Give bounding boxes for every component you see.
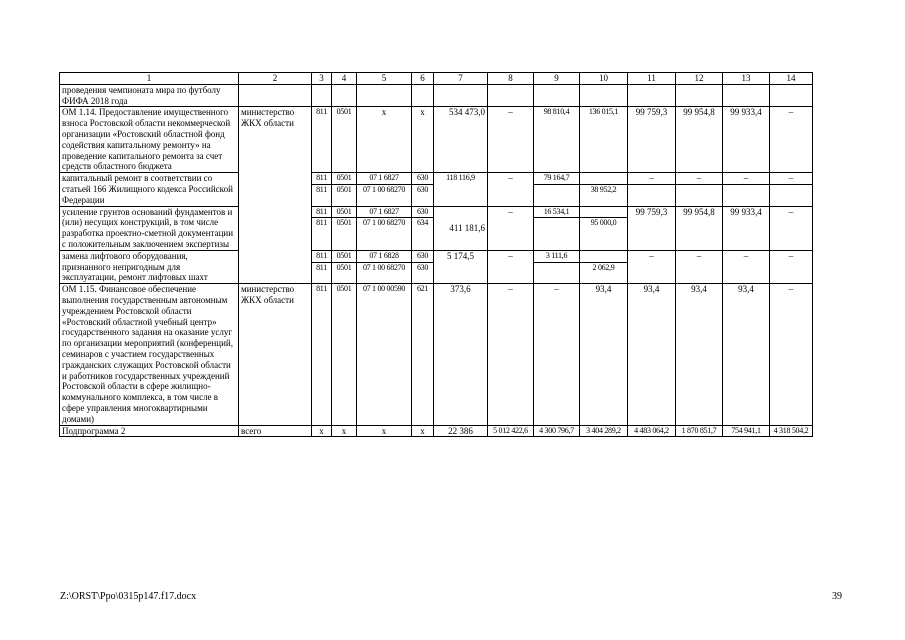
cell-rzpr: 0501 xyxy=(332,218,357,250)
cell-y2016: 95 000,0 xyxy=(580,218,628,250)
col-header: 4 xyxy=(332,73,357,85)
empty-cell xyxy=(434,84,488,107)
cell-grbs: 811 xyxy=(312,284,332,425)
cell-rzpr: 0501 xyxy=(332,250,357,262)
empty-cell xyxy=(332,84,357,107)
cell-vr: 621 xyxy=(412,284,434,425)
cell-y2018: – xyxy=(676,173,723,185)
budget-table xyxy=(59,72,813,437)
empty-cell xyxy=(534,262,580,284)
cell-grbs: 811 xyxy=(312,262,332,284)
cell-grbs: х xyxy=(312,425,332,437)
cell-y2015: 4 300 796,7 xyxy=(534,425,580,437)
cell-y2017: – xyxy=(628,250,676,283)
cell-y2018: – xyxy=(676,250,723,283)
cell-y2020: 4 318 504,2 xyxy=(770,425,813,437)
cell-vr: х xyxy=(412,425,434,437)
empty-cell xyxy=(580,206,628,218)
cell-y2014: 5 012 422,6 xyxy=(488,425,534,437)
cell-vr: 630 xyxy=(412,184,434,206)
col-header: 5 xyxy=(357,73,412,85)
col-header: 2 xyxy=(239,73,312,85)
col-header: 10 xyxy=(580,73,628,85)
cell-vr: 630 xyxy=(412,250,434,262)
empty-cell xyxy=(676,84,723,107)
col-header: 11 xyxy=(628,73,676,85)
cell-y2014: – xyxy=(488,284,534,425)
cell-y2014: – xyxy=(488,173,534,206)
cell-vr: 630 xyxy=(412,173,434,185)
event-name-cell: ОМ 1.15. Финансовое обеспечение выполнения государственным автономным учреждением Ростовской области «Ростовский областной учебный центр» государственного задания на оказание услуг по организации мероприятий (конференций, семинаров с участием государственных гражданских служащих Ростовской области и работников государственных учреждений Ростовской области в сфере жилищно-коммунального комплекса, в том числе в сфере управления многоквартирными домами) xyxy=(60,284,239,425)
col-header: 14 xyxy=(770,73,813,85)
cell-grbs: 811 xyxy=(312,173,332,185)
cell-rzpr: 0501 xyxy=(332,284,357,425)
cell-csr: 07 1 6827 xyxy=(357,173,412,185)
cell-total: 534 473,0 xyxy=(434,107,488,173)
cell-y2016: 38 952,2 xyxy=(580,184,628,206)
cell-grbs: 811 xyxy=(312,206,332,218)
cell-rzpr: 0501 xyxy=(332,184,357,206)
cell-csr: 07 1 6827 xyxy=(357,206,412,218)
cell-grbs: 811 xyxy=(312,250,332,262)
cell-grbs: 811 xyxy=(312,218,332,250)
cell-y2017: 99 759,3 xyxy=(628,206,676,250)
empty-cell xyxy=(312,84,332,107)
cell-y2014: – xyxy=(488,250,534,283)
cell-y2019: – xyxy=(723,250,770,283)
cell-csr: 07 1 6828 xyxy=(357,250,412,262)
table-row xyxy=(60,206,813,218)
cell-y2016: 136 015,1 xyxy=(580,107,628,173)
cell-vr: 630 xyxy=(412,206,434,218)
cell-y2014: – xyxy=(488,206,534,250)
cell-y2020: – xyxy=(770,250,813,283)
cell-y2015: – xyxy=(534,284,580,425)
col-header: 9 xyxy=(534,73,580,85)
executor-cell: всего xyxy=(239,425,312,437)
empty-cell xyxy=(770,84,813,107)
cell-y2019: 99 933,4 xyxy=(723,206,770,250)
cell-y2017: 4 483 064,2 xyxy=(628,425,676,437)
cell-y2017: 93,4 xyxy=(628,284,676,425)
empty-cell xyxy=(580,84,628,107)
cell-grbs: 811 xyxy=(312,184,332,206)
table-row xyxy=(60,173,813,185)
cell-csr: 07 1 00 68270 xyxy=(357,218,412,250)
cell-y2016: 3 404 289,2 xyxy=(580,425,628,437)
empty-cell xyxy=(239,84,312,107)
cell-y2020: – xyxy=(770,206,813,250)
cell-vr: 634 xyxy=(412,218,434,250)
empty-cell xyxy=(412,84,434,107)
cell-y2018: 93,4 xyxy=(676,284,723,425)
executor-cell: министерство ЖКХ области xyxy=(239,284,312,425)
cell-y2017: 99 759,3 xyxy=(628,107,676,173)
cell-y2019: 93,4 xyxy=(723,284,770,425)
cell-csr: х xyxy=(357,107,412,173)
cell-rzpr: 0501 xyxy=(332,173,357,185)
cell-y2020: – xyxy=(770,173,813,185)
event-name-cell: ОМ 1.14. Предоставление имущественного взноса Ростовской области некоммерческой организации «Ростовский областной фонд содействия капитальному ремонту» на проведение капитального ремонта за счет средств областного бюджета xyxy=(60,107,239,173)
empty-cell xyxy=(770,184,813,206)
page-number: 39 xyxy=(832,591,842,602)
table-row xyxy=(60,107,813,173)
table-row xyxy=(60,250,813,262)
col-header: 3 xyxy=(312,73,332,85)
column-number-row xyxy=(60,73,813,85)
empty-cell xyxy=(534,184,580,206)
empty-cell xyxy=(580,173,628,185)
cell-csr: 07 1 00 68270 xyxy=(357,184,412,206)
col-header: 8 xyxy=(488,73,534,85)
cell-total: 22 386 xyxy=(434,425,488,437)
empty-cell xyxy=(628,84,676,107)
cell-csr: 07 1 00 68270 xyxy=(357,262,412,284)
col-header: 12 xyxy=(676,73,723,85)
empty-cell xyxy=(534,218,580,250)
executor-cell: министерство ЖКХ области xyxy=(239,107,312,284)
cell-y2018: 99 954,8 xyxy=(676,107,723,173)
empty-cell xyxy=(628,184,676,206)
cell-y2015: 3 111,6 xyxy=(534,250,580,262)
event-name-cell: капитальный ремонт в соответствии со статьей 166 Жилищного кодекса Российской Федерации xyxy=(60,173,239,206)
event-name-cell: Подпрограмма 2 xyxy=(60,425,239,437)
cell-y2018: 1 870 851,7 xyxy=(676,425,723,437)
cell-vr: х xyxy=(412,107,434,173)
cell-y2016: 93,4 xyxy=(580,284,628,425)
table-row xyxy=(60,84,813,107)
cell-rzpr: 0501 xyxy=(332,262,357,284)
cell-rzpr: 0501 xyxy=(332,206,357,218)
cell-y2015: 16 534,1 xyxy=(534,206,580,218)
empty-cell xyxy=(723,84,770,107)
cell-csr: х xyxy=(357,425,412,437)
table-row xyxy=(60,284,813,425)
footer-file-path: Z:\ORST\Ppo\0315p147.f17.docx xyxy=(60,591,197,602)
cell-total: 5 174,5 xyxy=(434,250,488,283)
cell-grbs: 811 xyxy=(312,107,332,173)
col-header: 1 xyxy=(60,73,239,85)
empty-cell xyxy=(580,250,628,262)
event-name-cell: усиление грунтов оснований фундаментов и (или) несущих конструкций, в том числе разработка проектно-сметной документации с положительным заключением экспертизы xyxy=(60,206,239,250)
cell-y2015: 98 810,4 xyxy=(534,107,580,173)
empty-cell xyxy=(357,84,412,107)
col-header: 13 xyxy=(723,73,770,85)
empty-cell xyxy=(534,84,580,107)
empty-cell xyxy=(723,184,770,206)
cell-rzpr: х xyxy=(332,425,357,437)
cell-y2018: 99 954,8 xyxy=(676,206,723,250)
cell-total: 118 116,9 xyxy=(434,173,488,206)
empty-cell xyxy=(676,184,723,206)
table-row xyxy=(60,425,813,437)
cell-y2019: – xyxy=(723,173,770,185)
cell-y2020: – xyxy=(770,284,813,425)
cell-y2015: 79 164,7 xyxy=(534,173,580,185)
cell-total: 373,6 xyxy=(434,284,488,425)
empty-cell xyxy=(488,84,534,107)
cell-y2016: 2 062,9 xyxy=(580,262,628,284)
cell-rzpr: 0501 xyxy=(332,107,357,173)
cell-y2020: – xyxy=(770,107,813,173)
cell-y2017: – xyxy=(628,173,676,185)
event-name-cell: замена лифтового оборудования, признанного непригодным для эксплуатации, ремонт лифтовых шахт xyxy=(60,250,239,283)
cell-csr: 07 1 00 00590 xyxy=(357,284,412,425)
cell-total: 411 181,6 xyxy=(434,206,488,250)
col-header: 7 xyxy=(434,73,488,85)
cell-y2019: 99 933,4 xyxy=(723,107,770,173)
cell-y2014: – xyxy=(488,107,534,173)
cell-y2019: 754 941,1 xyxy=(723,425,770,437)
event-name-cell: проведения чемпионата мира по футболу ФИФА 2018 года xyxy=(60,84,239,107)
cell-vr: 630 xyxy=(412,262,434,284)
col-header: 6 xyxy=(412,73,434,85)
